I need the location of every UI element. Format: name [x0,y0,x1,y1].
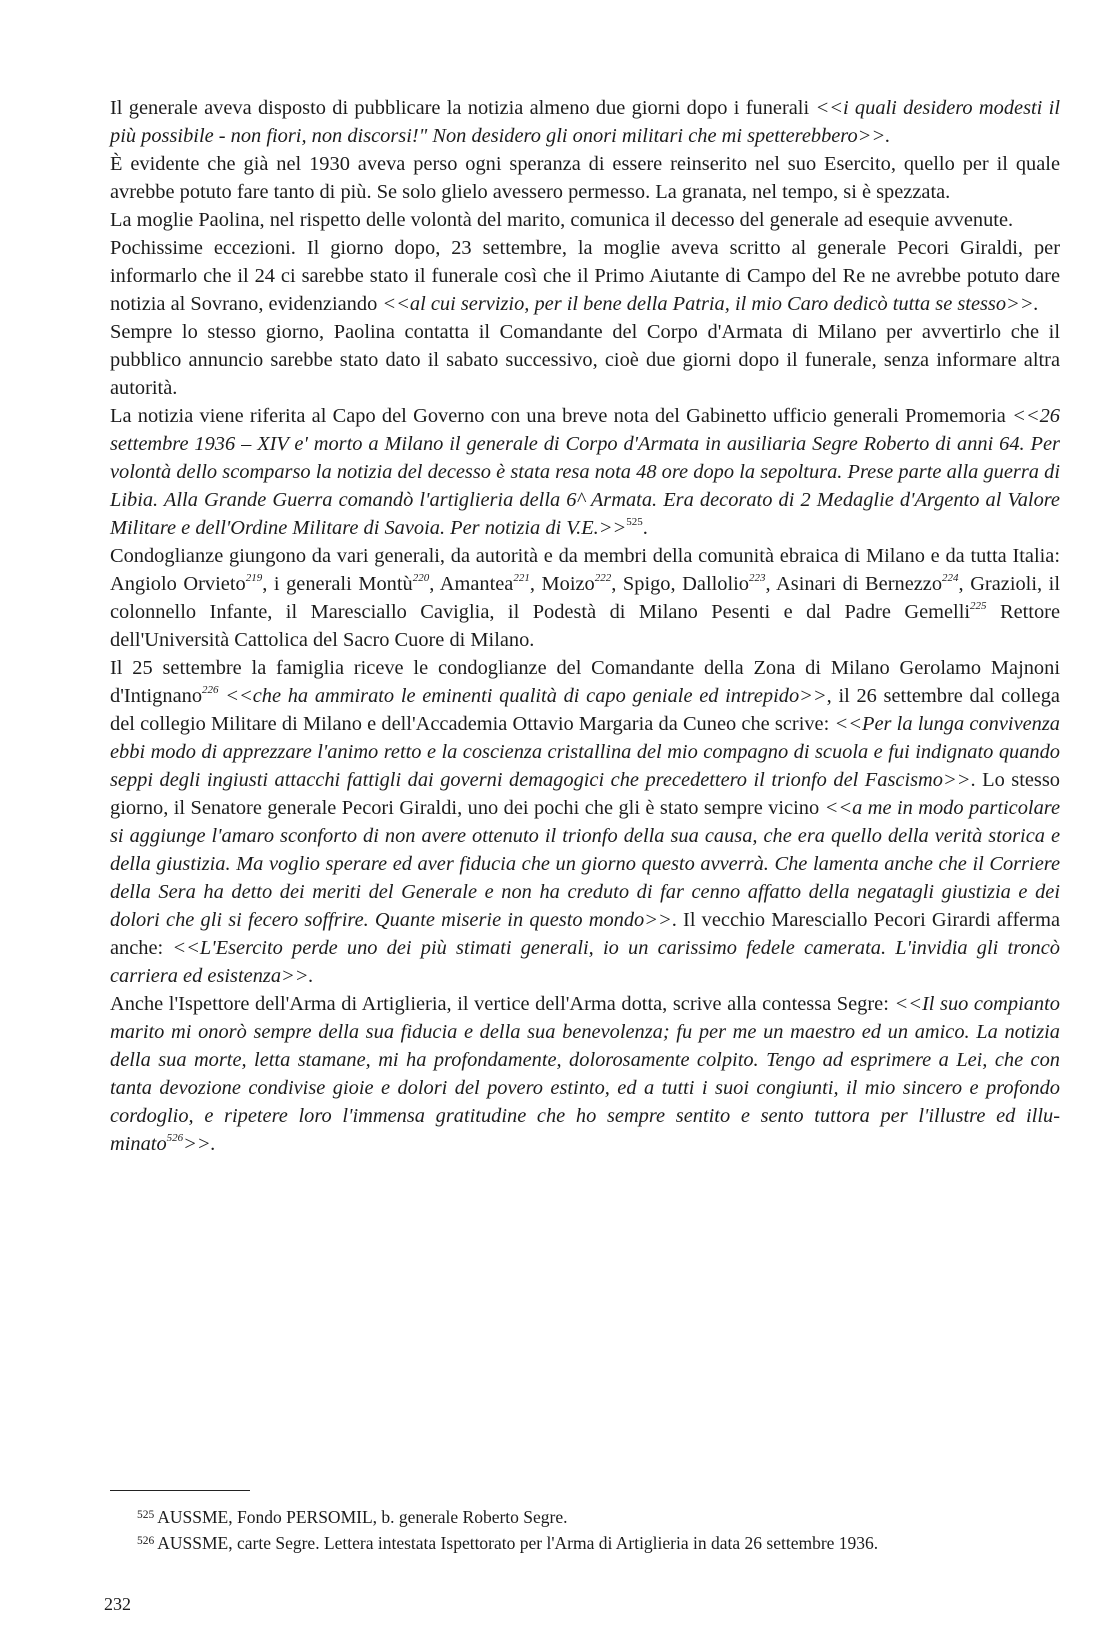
text-run: È evidente che già nel 1930 aveva perso ogni speranza di essere reinserito nel suo Esercito, quello per il quale avrebbe potuto fare tanto di più. Se solo glielo avessero permesso. La granata, nel tempo, si è spezzata. [110,153,1060,203]
footnote-separator [110,1490,250,1491]
text-run: Il 25 settembre la famiglia riceve le condoglianze del Comandante della Zona di Milano Gerolamo Majnoni d'Intignano [110,657,1060,707]
italic-quote: <<Il suo compianto marito mi onorò sempre della sua fiducia e della sua benevolenza; fu per me un maestro ed un amico. La notizia della sua morte, letta stamane, mi ha profondamente, dolorosamente colpito. Tengo ad esprimere a Lei, che con tanta devozione condivise gioie e dolori del povero estinto, ed a tutti i suoi congiunti, il mio sincero e profondo cordoglio, e ripetere loro l'immensa gratitudine che ho sempre sentito e sento tuttora per l'illustre ed illuminato [110,993,1060,1155]
italic-quote: <<Per la lunga convivenza ebbi modo di apprezzare l'animo retto e la coscienza cristallina del mio compagno di scuola e fui indignato quando seppi degli ingiusti attacchi fattigli dai governi demagogici che precedettero il trionfo del Fascismo>> [110,713,1060,791]
footnote-ref: 226 [202,684,219,696]
footnote-ref: 225 [970,600,987,612]
paragraph [110,654,1060,990]
footnote-number: 526 [137,1535,155,1547]
paragraph [110,150,1060,206]
paragraph [110,206,1060,234]
body-text [110,94,1060,1158]
text-run: , Moizo [529,573,595,595]
paragraph [110,234,1060,318]
text-run: , Amantea [429,573,514,595]
text-run: , i generali Montù [262,573,413,595]
footnote-ref: 526 [166,1132,184,1144]
footnote-ref: 220 [412,572,430,584]
footnote-ref: 221 [513,572,530,584]
footnote-ref: 219 [245,572,263,584]
footnote [137,1504,1057,1530]
paragraph [110,990,1060,1158]
text-run: Pochissime eccezioni. Il giorno dopo, 23 settembre, la moglie aveva scritto al generale Pecori Giraldi, per informarlo che il 24 ci sarebbe stato il funerale così che il Primo Aiutante di Campo del Re ne avrebbe potuto dare notizia al Sovrano, evidenziando [110,237,1060,315]
text-run: Rettore dell'Università Cattolica del Sacro Cuore di Milano. [110,601,1060,651]
text-run: . Il vecchio Maresciallo Pecori Girardi afferma anche: [110,909,1060,959]
text-run: , il 26 settembre dal collega del collegio Militare di Milano e dell'Accademia Ottavio Margaria da Cuneo che scrive: [110,685,1060,735]
footnote-ref: 222 [594,572,612,584]
text-run: La notizia viene riferita al Capo del Governo con una breve nota del Gabinetto ufficio generali Promemoria [110,405,1013,427]
paragraph [110,94,1060,150]
text-run: , Spigo, Dallolio [611,573,749,595]
italic-quote: <<26 settembre 1936 – XIV e' morto a Milano il generale di Corpo d'Armata in ausiliaria Segre Roberto di anni 64. Per volontà dello scomparso la notizia del decesso è stata resa nota 48 ore dopo la sepoltura. Prese parte alla guerra di Libia. Alla Grande Guerra comandò l'artiglieria della 6^ Armata. Era decorato di 2 Medaglie d'Argento al Valore Militare e dell'Ordine Militare di Savoia. Per notizia di V.E.>> [110,405,1060,539]
page-number: 232 [104,1594,131,1614]
paragraph [110,402,1060,542]
text-run: , Asinari di Bernezzo [765,573,943,595]
italic-quote: <<al cui servizio, per il bene della Patria, il mio Caro dedicò tutta se stesso>>. [382,293,1039,315]
paragraph [110,542,1060,654]
italic-quote: >>. [183,1133,216,1155]
italic-quote: <<che ha ammirato le eminenti qualità di capo geniale ed intrepido>> [225,685,827,707]
paragraph [110,318,1060,402]
footnote [137,1530,1057,1556]
italic-quote: <<i quali desidero modesti il più possibile - non fiori, non discorsi!" Non desidero gli onori militari che mi spetterebbero>>. [110,97,1060,147]
footnote-ref: 223 [749,572,766,584]
text-run: . Lo stesso giorno, il Senatore generale Pecori Giraldi, uno dei pochi che gli è stato sempre vicino [110,769,1060,819]
footnote-text: AUSSME, Fondo PERSOMIL, b. generale Roberto Segre. [157,1507,568,1527]
text-run: Sempre lo stesso giorno, Paolina contatta il Comandante del Corpo d'Armata di Milano per avvertirlo che il pubblico annuncio sarebbe stato dato il sabato successivo, cioè due giorni dopo il funerale, senza informare altra autorità. [110,321,1060,399]
footnote-ref: 224 [942,572,959,584]
footnote-ref: 525 [626,516,643,528]
text-run: Anche l'Ispettore dell'Arma di Artiglieria, il vertice dell'Arma dotta, scrive alla contessa Segre: [110,993,895,1015]
footnote-number: 525 [137,1509,155,1521]
text-run: Condoglianze giungono da vari generali, da autorità e da membri della comunità ebraica di Milano e da tutta Italia: Angiolo Orvieto [110,545,1060,595]
italic-quote: <<a me in modo particolare si aggiunge l'amaro sconforto di non avere ottenuto il trionfo della sua causa, che era quello della verità storica e della giustizia. Ma voglio sperare ed aver fiducia che un giorno questo avverrà. Che lamenta anche che il Corriere della Sera ha detto dei meriti del Generale e non ha creduto di far cenno affatto della negatagli giustizia e dei dolori che gli si fecero soffrire. Quante miserie in questo mondo>> [110,797,1060,931]
italic-quote: <<L'Esercito perde uno dei più stimati generali, io un carissimo fedele camerata. L'invidia gli troncò carriera ed esistenza>>. [110,937,1060,987]
footnote-text: AUSSME, carte Segre. Lettera intestata Ispettorato per l'Arma di Artiglieria in data 26 settembre 1936. [157,1533,879,1553]
text-run: . [642,517,648,539]
footnotes [137,1504,1057,1556]
text-run: La moglie Paolina, nel rispetto delle volontà del marito, comunica il decesso del generale ad esequie avvenute. [110,209,1014,231]
text-run: Il generale aveva disposto di pubblicare la notizia almeno due giorni dopo i funerali [110,97,816,119]
text-run: , Grazioli, il colonnello Infante, il Maresciallo Caviglia, il Podestà di Milano Pesenti e dal Padre Gemelli [110,573,1061,623]
